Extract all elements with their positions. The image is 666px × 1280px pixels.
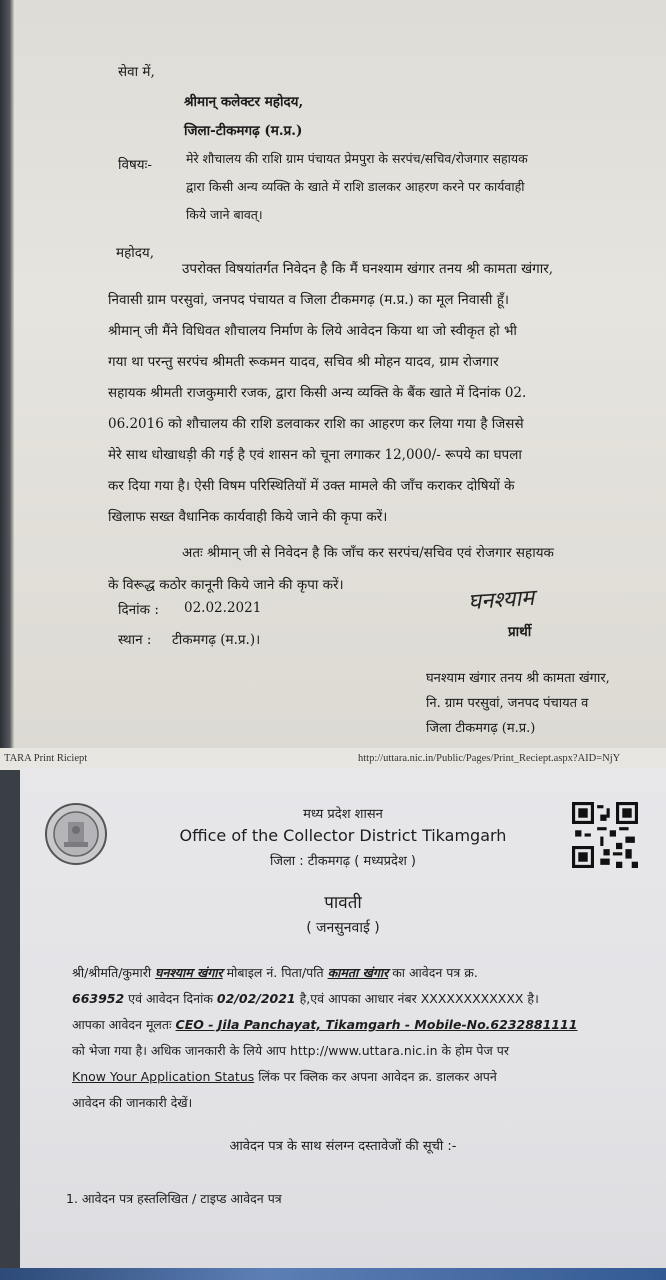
application-date-label: एवं आवेदन दिनांक	[128, 991, 213, 1006]
receipt-line-3	[72, 1016, 577, 1033]
place-value: टीकमगढ़ (म.प्र.)।	[172, 632, 261, 648]
office-heading: Office of the Collector District Tikamgarh	[179, 826, 507, 845]
date-label: दिनांक :	[118, 602, 159, 618]
application-date: 02/02/2021	[216, 991, 296, 1006]
status-link[interactable]: Know Your Application Status	[72, 1069, 255, 1084]
body-line-8: कर दिया गया है। ऐसी विषम परिस्थितियों में उक्त मामले की जाँच कराकर दोषियों के	[108, 478, 515, 494]
print-title: TARA Print Riciept	[4, 753, 88, 764]
subject-line-3: किये जाने बावत्।	[186, 207, 263, 222]
aadhaar-text: है,एवं आपका आधार नंबर XXXXXXXXXXXX है।	[299, 991, 539, 1006]
print-header-strip	[0, 748, 666, 770]
sender-line-3: जिला टीकमगढ़ (म.प्र.)	[426, 721, 536, 736]
status-link-suffix: लिंक पर क्लिक कर अपना आवेदन क्र. डालकर अपने	[258, 1069, 497, 1084]
page-edge-shadow	[0, 0, 14, 748]
father-name: कामता खंगार	[327, 965, 389, 980]
subject-line-1: मेरे शौचालय की राशि ग्राम पंचायत प्रेमपुरा के सरपंच/सचिव/रोजगार सहायक	[186, 151, 528, 166]
body-line-5: सहायक श्रीमती राजकुमारी रजक, द्वारा किसी अन्य व्यक्ति के बैंक खाते में दिनांक 02.	[108, 385, 527, 401]
honorific: श्री/श्रीमति/कुमारी	[72, 965, 152, 980]
forwarded-to: CEO - Jila Panchayat, Tikamgarh - Mobile-No.6232881111	[175, 1017, 578, 1032]
receipt-line-1	[72, 964, 478, 981]
district-heading: जिला : टीकमगढ़ ( मध्यप्रदेश )	[269, 854, 417, 869]
receipt-line-4: को भेजा गया है। अधिक जानकारी के लिये आप http://www.uttara.nic.in के होम पेज पर	[72, 1043, 509, 1058]
documents-heading: आवेदन पत्र के साथ संलग्न दस्तावेजों की सूची :-	[229, 1139, 457, 1154]
print-url: http://uttara.nic.in/Public/Pages/Print_Reciept.aspx?AID=NjY	[358, 753, 621, 764]
applicant-name: घनश्याम खंगार	[155, 965, 223, 980]
receipt-line-6: आवेदन की जानकारी देखें।	[72, 1095, 193, 1110]
date-value: 02.02.2021	[184, 600, 262, 616]
sender-line-1: घनश्याम खंगार तनय श्री कामता खंगार,	[426, 671, 610, 686]
salutation-to: सेवा में,	[118, 64, 155, 80]
receipt-line-2	[72, 990, 539, 1007]
subject-line-2: द्वारा किसी अन्य व्यक्ति के खाते में राशि डालकर आहरण करने पर कार्यवाही	[186, 179, 525, 194]
body-line-6: 06.2016 को शौचालय की राशि डलवाकर राशि का आहरण कर लिया गया है जिससे	[108, 416, 524, 432]
addressee: श्रीमान् कलेक्टर महोदय,	[184, 94, 304, 110]
document-item: 1. आवेदन पत्र हस्तलिखित / टाइप्ड आवेदन पत्र	[66, 1191, 282, 1206]
application-no-label: का आवेदन पत्र क्र.	[392, 965, 478, 980]
mobile-father-label: मोबाइल नं. पिता/पति	[226, 965, 324, 980]
signer-role: प्रार्थी	[508, 624, 532, 640]
place-label: स्थान :	[118, 632, 152, 648]
body-line-2: निवासी ग्राम परसुवां, जनपद पंचायत व जिला टीकमगढ़ (म.प्र.) का मूल निवासी हूँ।	[108, 292, 509, 308]
forwarded-label: आपका आवेदन मूलतः	[72, 1017, 172, 1032]
body-line-1: उपरोक्त विषयांतर्गत निवेदन है कि मैं घनश्याम खंगार तनय श्री कामता खंगार,	[182, 261, 554, 277]
body-line-4: गया था परन्तु सरपंच श्रीमती रूकमन यादव, सचिव श्री मोहन यादव, ग्राम रोजगार	[108, 354, 499, 370]
request-line-2: के विरूद्ध कठोर कानूनी किये जाने की कृपा करें।	[108, 577, 344, 593]
application-number: 663952	[72, 991, 125, 1006]
sender-line-2: नि. ग्राम परसुवां, जनपद पंचायत व	[426, 696, 589, 711]
acknowledgement-receipt	[20, 768, 666, 1280]
body-line-3: श्रीमान् जी मैंने विधिवत शौचालय निर्माण के लिये आवेदन किया था जो स्वीकृत हो भी	[108, 323, 517, 339]
addressee-district: जिला-टीकमगढ़ (म.प्र.)	[184, 123, 303, 139]
body-line-9: खिलाफ सख्त वैधानिक कार्यवाही किये जाने की कृपा करें।	[108, 509, 388, 525]
receipt-subtitle: ( जनसुनवाई )	[306, 920, 380, 936]
subject-label: विषयः-	[118, 157, 152, 173]
greeting: महोदय,	[116, 245, 155, 261]
body-line-7: मेरे साथ धोखाधड़ी की गई है एवं शासन को चूना लगाकर 12,000/- रूपये का घपला	[108, 447, 522, 463]
receipt-title: पावती	[324, 893, 362, 913]
background-fabric	[0, 1268, 666, 1280]
receipt-line-5	[72, 1068, 497, 1085]
handwritten-signature: घनश्याम	[467, 585, 536, 616]
gov-heading: मध्य प्रदेश शासन	[303, 807, 383, 822]
request-line-1: अतः श्रीमान् जी से निवेदन है कि जाँच कर सरपंच/सचिव एवं रोजगार सहायक	[182, 545, 554, 561]
